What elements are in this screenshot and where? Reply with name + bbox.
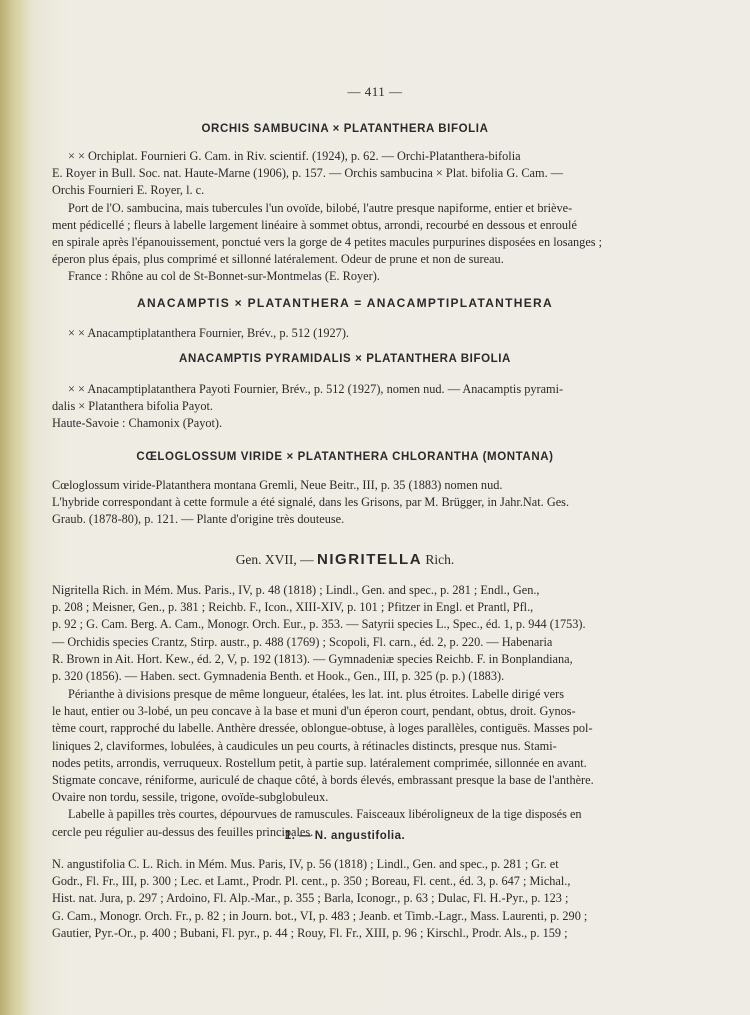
text-line: Gautier, Pyr.-Or., p. 400 ; Bubani, Fl. pyr., p. 44 ; Rouy, Fl. Fr., XIII, p. 96 ; Kirschl., Prodr. Als., p. 159 ;: [52, 925, 568, 940]
text-line: p. 320 (1856). — Haben. sect. Gymnadenia Benth. et Hook., Gen., III, p. 325 (p. p.) (1883).: [52, 669, 505, 684]
text-line: Haute-Savoie : Chamonix (Payot).: [52, 416, 223, 431]
species-synonymy: [52, 856, 638, 942]
text-line: Nigritella Rich. in Mém. Mus. Paris., IV, p. 48 (1818) ; Lindl., Gen. and spec., p. 281 ; Endl., Gen.,: [52, 583, 540, 597]
text-line: tème court, rapproché du labelle. Anthère dressée, oblongue-obtuse, à loges parallèles, contiguës. Masses pol-: [52, 721, 593, 736]
text-line: Graub. (1878-80), p. 121. — Plante d'origine très douteuse.: [52, 512, 345, 527]
text-line: × × Anacamptiplatanthera Payoti Fournier, Brév., p. 512 (1927), nomen nud. — Anacamptis pyrami-: [68, 382, 564, 396]
text-line: × × Orchiplat. Fournieri G. Cam. in Riv. scientif. (1924), p. 62. — Orchi-Platanthera-bifolia: [68, 149, 521, 163]
text-line: Labelle à papilles très courtes, dépourvues de ramuscules. Faisceaux libéroligneux de la tige disposés en: [68, 807, 582, 822]
text-line: ment pédicellé ; fleurs à labelle largement linéaire à sommet obtus, arrondi, recourbé en dessous et enroulé: [52, 217, 577, 232]
text-line: R. Brown in Ait. Hort. Kew., éd. 2, V, p. 192 (1813). — Gymnadeniæ species Reichb. F. in Bonplandiana,: [52, 651, 573, 666]
section-text-coeloglossum: [52, 477, 638, 529]
text-line: en spirale après l'épanouissement, ponctué vers la gorge de 4 petites macules purpurines disposées en losanges ;: [52, 235, 603, 250]
text-line: N. angustifolia C. L. Rich. in Mém. Mus. Paris, IV, p. 56 (1818) ; Lindl., Gen. and spec., p. 281 ; Gr. et: [52, 857, 559, 871]
genus-synonymy: [52, 582, 638, 685]
text-line: G. Cam., Monogr. Orch. Fr., p. 82 ; in Journ. bot., VI, p. 483 ; Jeanb. et Timb.-Lagr., Mass. Laurenti, p. 290 ;: [52, 908, 588, 923]
text-line: Orchis Fournieri E. Royer, l. c.: [52, 183, 205, 198]
species-heading: 1. — N. angustifolia.: [284, 830, 406, 842]
page-number: — 411 —: [347, 84, 403, 99]
section-title-anacamptis-pyramidalis: ANACAMPTIS PYRAMIDALIS × PLATANTHERA BIFOLIA: [179, 353, 511, 365]
text-line: le haut, entier ou 3-lobé, un peu concave à la base et muni d'un éperon court, pendant, obtus, droit. Gynos-: [52, 704, 576, 719]
text-line: E. Royer in Bull. Soc. nat. Haute-Marne (1906), p. 157. — Orchis sambucina × Plat. bifolia G. Cam. —: [52, 166, 564, 181]
section-title-coeloglossum: CŒLOGLOSSUM VIRIDE × PLATANTHERA CHLORANTHA (MONTANA): [136, 451, 554, 463]
text-line: Cœloglossum viride-Platanthera montana Gremli, Neue Beitr., III, p. 35 (1883) nomen nud.: [52, 478, 503, 492]
text-line: Périanthe à divisions presque de même longueur, étalées, les lat. int. plus étroites. Labelle dirigé vers: [68, 687, 565, 701]
text-line: France : Rhône au col de St-Bonnet-sur-Montmelas (E. Royer).: [68, 269, 380, 284]
text-line: Port de l'O. sambucina, mais tubercules l'un ovoïde, bilobé, l'autre presque napiforme, entier et briève-: [68, 200, 573, 215]
text-line: Stigmate concave, réniforme, auriculé de chaque côté, à bords élevés, embrassant presque la base de l'anthère.: [52, 773, 594, 788]
text-line: × × Anacamptiplatanthera Fournier, Brév., p. 512 (1927).: [68, 326, 349, 340]
text-line: Ovaire non tordu, sessile, trigone, ovoïde-subglobuleux.: [52, 790, 329, 805]
text-line: Godr., Fl. Fr., III, p. 300 ; Lec. et Lamt., Prodr. Pl. cent., p. 350 ; Boreau, Fl. cent., éd. 3, p. 647 ; Michal.,: [52, 874, 571, 889]
genus-description: [52, 686, 638, 841]
text-line: nodes petits, arrondis, verruqueux. Rostellum petit, à partie sup. latéralement comprimée, sillonnée en avant.: [52, 755, 587, 770]
section-title-anacamptiplatanthera: ANACAMPTIS × PLATANTHERA = ANACAMPTIPLATANTHERA: [137, 296, 553, 310]
text-line: liniques 2, claviformes, lobulées, à caudicules un peu courts, à rétinacles distincts, presque nus. Stami-: [52, 738, 557, 753]
text-line: éperon plus épais, plus comprimé et sillonné latéralement. Odeur de prune et non de sureau.: [52, 252, 504, 267]
genus-prefix: Gen. XVII, —: [235, 552, 314, 567]
section-text-anacamptis-pyramidalis: [52, 381, 638, 433]
text-line: dalis × Platanthera bifolia Payot.: [52, 399, 213, 414]
text-line: — Orchidis species Crantz, Stirp. austr., p. 488 (1769) ; Scopoli, Fl. carn., éd. 2, p. 220. — Habenaria: [52, 634, 553, 649]
genus-name: NIGRITELLA: [317, 551, 423, 568]
text-line: L'hybride correspondant à cette formule a été signalé, dans les Grisons, par M. Brügger, in Jahr.Nat. Ges.: [52, 495, 570, 510]
text-line: cercle peu régulier au-dessus des feuilles principales.: [52, 824, 314, 839]
text-line: p. 92 ; G. Cam. Berg. A. Cam., Monogr. Orch. Eur., p. 353. — Satyrii species L., Spec., éd. 1, p. 944 (1753).: [52, 617, 586, 632]
section-text-orchis-platanthera: [52, 148, 638, 286]
genus-author: Rich.: [425, 552, 455, 567]
genus-heading: [52, 551, 638, 568]
section-title-orchis-platanthera: ORCHIS SAMBUCINA × PLATANTHERA BIFOLIA: [201, 123, 489, 135]
text-line: p. 208 ; Meisner, Gen., p. 381 ; Reichb. F., Icon., XIII-XIV, p. 101 ; Pfitzer in Engl. et Prantl, Pfl.,: [52, 600, 534, 615]
section-text-anacamptiplatanthera: [52, 325, 638, 342]
text-line: Hist. nat. Jura, p. 297 ; Ardoino, Fl. Alp.-Mar., p. 355 ; Barla, Iconogr., p. 63 ; Dulac, Fl. H.-Pyr., p. 123 ;: [52, 891, 569, 906]
